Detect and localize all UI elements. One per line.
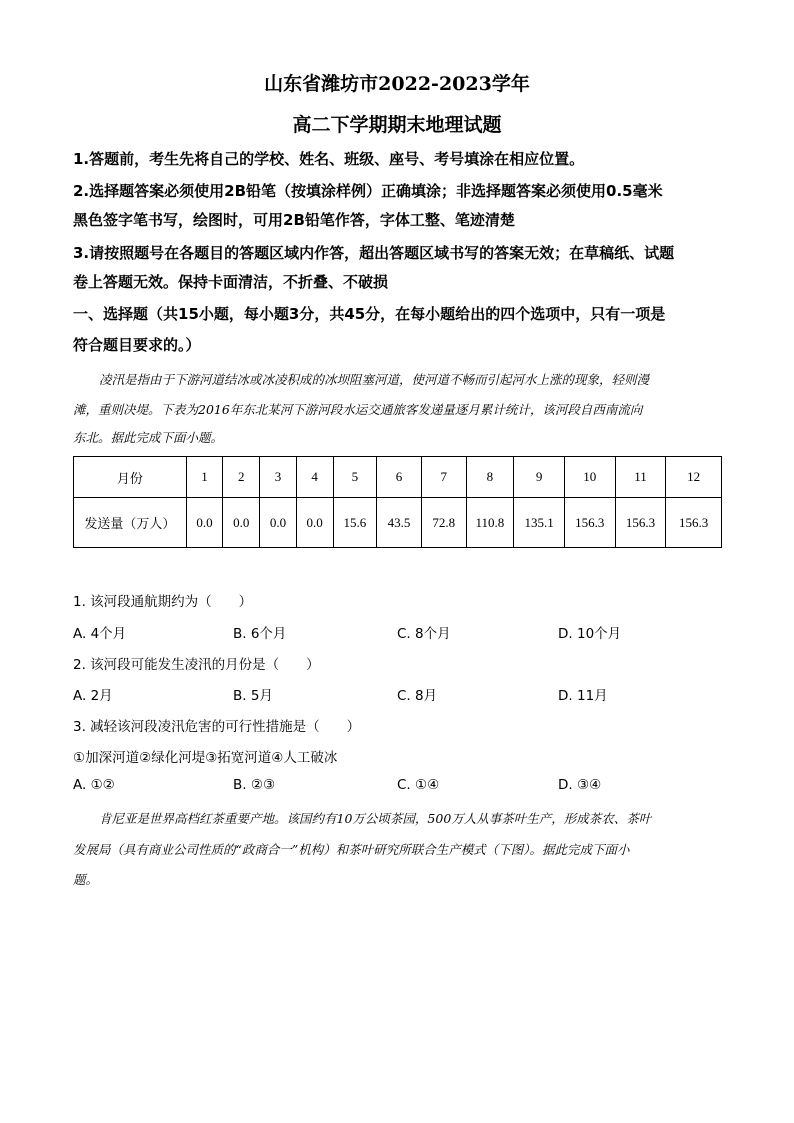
page-subtitle: 高二下学期期末地理试题: [292, 114, 502, 136]
q2-option-b[interactable]: B. 5月: [233, 688, 273, 704]
passage-1-line2: 滩，重则决堤。下表为2016年东北某河下游河段水运交通旅客发递量逐月累计统计，该河段自西南流向: [73, 402, 643, 417]
row-header-volume: 发送量（万人）: [74, 498, 187, 548]
table-cell: 0.0: [260, 498, 297, 548]
passage-1-line3: 东北。据此完成下面小题。: [73, 430, 224, 445]
q3-option-c[interactable]: C. ①④: [397, 777, 440, 793]
q2-option-c[interactable]: C. 8月: [397, 688, 438, 704]
table-cell: 6: [377, 457, 422, 498]
table-cell: 156.3: [615, 498, 666, 548]
question-2: 2. 该河段可能发生凌汛的月份是（ ）: [73, 657, 320, 673]
passenger-volume-table: [73, 456, 722, 548]
table-cell: 3: [260, 457, 297, 498]
table-cell: 0.0: [186, 498, 223, 548]
q2-option-a[interactable]: A. 2月: [73, 688, 113, 704]
question-3-stem: ①加深河道②绿化河堤③拓宽河道④人工破冰: [73, 750, 338, 766]
table-cell: 9: [514, 457, 565, 498]
table-cell: 4: [296, 457, 333, 498]
q1-option-a[interactable]: A. 4个月: [73, 626, 127, 642]
instruction-2-line2: 黑色签字笔书写，绘图时，可用2B铅笔作答，字体工整、笔迹清楚: [73, 211, 515, 229]
table-cell: 72.8: [421, 498, 466, 548]
table-cell: 43.5: [377, 498, 422, 548]
q1-option-d[interactable]: D. 10个月: [558, 626, 622, 642]
table-cell: 156.3: [666, 498, 722, 548]
passage-2-line2: 发展局（具有商业公司性质的“政商合一”机构）和茶叶研究所联合生产模式（下图）。据此完成下面小: [73, 842, 630, 857]
table-cell: 12: [666, 457, 722, 498]
q3-option-d[interactable]: D. ③④: [558, 777, 602, 793]
table-cell: 15.6: [333, 498, 377, 548]
table-row: [74, 498, 722, 548]
instruction-3-line2: 卷上答题无效。保持卡面清洁，不折叠、不破损: [73, 273, 389, 291]
table-cell: 7: [421, 457, 466, 498]
table-cell: 0.0: [223, 498, 260, 548]
passage-2-line3: 题。: [73, 872, 99, 887]
table-cell: 11: [615, 457, 666, 498]
table-cell: 8: [466, 457, 514, 498]
question-3: 3. 减轻该河段凌汛危害的可行性措施是（ ）: [73, 719, 361, 735]
question-1: 1. 该河段通航期约为（ ）: [73, 594, 253, 610]
q1-option-b[interactable]: B. 6个月: [233, 626, 287, 642]
instruction-3-line1: 3.请按照题号在各题目的答题区域内作答，超出答题区域书写的答案无效；在草稿纸、试题: [73, 244, 675, 262]
q2-option-d[interactable]: D. 11月: [558, 688, 608, 704]
table-cell: 5: [333, 457, 377, 498]
table-row: [74, 457, 722, 498]
table-cell: 2: [223, 457, 260, 498]
row-header-month: 月份: [74, 457, 187, 498]
page-title: 山东省潍坊市2022-2023学年: [264, 73, 530, 95]
passage-2-line1: 肯尼亚是世界高档红茶重要产地。该国约有10万公顷茶园，500万人从事茶叶生产，形成茶农、茶叶: [99, 811, 652, 826]
table-cell: 10: [564, 457, 615, 498]
table-cell: 1: [186, 457, 223, 498]
section-heading-line2: 符合题目要求的。）: [73, 336, 201, 354]
table-cell: 156.3: [564, 498, 615, 548]
q1-option-c[interactable]: C. 8个月: [397, 626, 451, 642]
instruction-2-line1: 2.选择题答案必须使用2B铅笔（按填涂样例）正确填涂；非选择题答案必须使用0.5毫米: [73, 182, 663, 200]
q3-option-a[interactable]: A. ①②: [73, 777, 115, 793]
q3-option-b[interactable]: B. ②③: [233, 777, 276, 793]
table-cell: 110.8: [466, 498, 514, 548]
passage-1-line1: 凌汛是指由于下游河道结冰或冰凌积成的冰坝阻塞河道，使河道不畅而引起河水上涨的现象，轻则漫: [99, 372, 650, 387]
table-cell: 0.0: [296, 498, 333, 548]
section-heading-line1: 一、选择题（共15小题，每小题3分，共45分，在每小题给出的四个选项中，只有一项是: [73, 305, 666, 323]
table-cell: 135.1: [514, 498, 565, 548]
instruction-1: 1.答题前，考生先将自己的学校、姓名、班级、座号、考号填涂在相应位置。: [73, 150, 585, 168]
